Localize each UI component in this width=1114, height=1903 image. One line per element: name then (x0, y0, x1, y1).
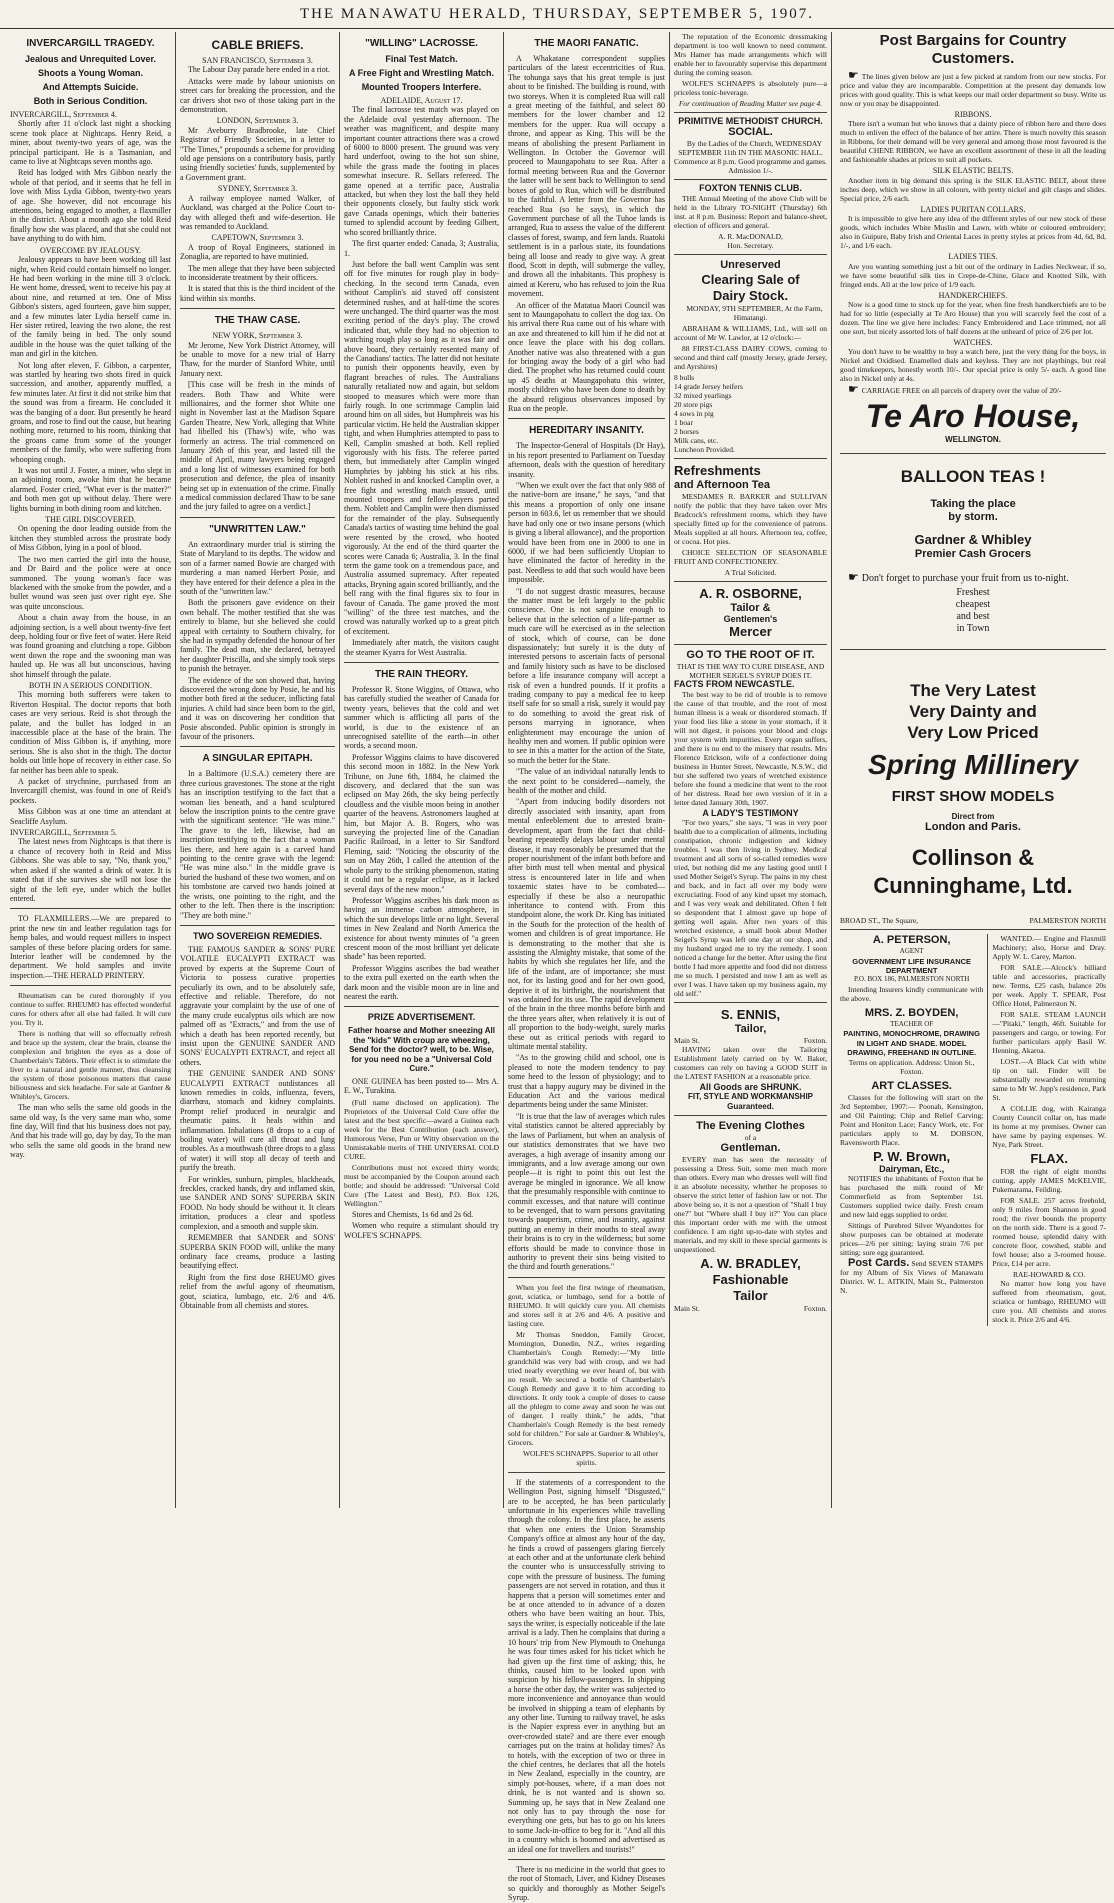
paragraph: On opening the door leading outside from the kitchen they stumbled across the prostrate body of Miss Gibbon, lying in a pool of blood. (10, 524, 171, 553)
post-bargains-text (840, 68, 1106, 108)
divider (10, 985, 171, 986)
bradley-address (674, 1304, 827, 1313)
divider (508, 1472, 665, 1473)
paragraph: Professor Wiggins ascribes the bad weather to the extra pull exerted on the earth when the dark moon and the visible moon are in line and nearest the earth. (344, 963, 499, 1001)
paragraph: "Apart from inducing bodily disorders not directly associated with insanity, apart from mental enfeeblement due to arrested brain-development, apart from the fact that child-bearing repeatedly delays labour under mental disease, it may reasonably be presumed that the proper nourishment of the infant both before and after birth must tell when mental and physical stress is encountered later in life and when toxaemic states have to be combated—especially if these be also a neuropathic inheritance to contend with. From this standpoint alone, the work Dr. King has initiated in the South for the protection of the health of women and children is of great importance. He is demonstrating to the mother that she is assisting the Almighty mistake, that some of the habits by which she regulates her life, and the life of the infant, are of importance; she must not, for its lasting good and for her own good, deprive it of its birthright, the nourishment that was ordained for its use. The rapid development of the brain in the three months before birth and the three years after, when relatively it is out of all proportion to the body-weight, surely marks these out as critical periods with regard to ultimate mental stability. (508, 797, 665, 1052)
subheadline: A Free Fight and Wrestling Match. (348, 68, 494, 78)
paragraph: A troop of Royal Engineers, stationed in Zonaglia, are reported to have mutinied. (180, 242, 335, 262)
paragraph: A packet of strychnine, purchased from an Invercargill chemist, was found in one of Reid's pockets. (10, 777, 171, 805)
refresh-heading: Refreshments (674, 462, 761, 478)
paragraph: (Full name disclosed on application). The Proprietors of the Universal Cold Cure offer the latest and the best specific—award a Guinea each week for the Best Contribution (each answer), Humorous Verse, Pun or Witty observation on the Unmistakable merits of THE UNIVERSAL COLD CURE. (344, 1097, 499, 1161)
columns (6, 32, 1110, 1903)
tennis-signature: A. R. MacDONALD, (718, 231, 783, 241)
brown-text: NOTIFIES the inhabitants of Foxton that he has purchased the milk round of Mr Commerfield as from September 1st. Customers supplied twice daily. Fresh cream and new laid eggs supplied to order. (840, 1173, 984, 1219)
subheadline: Final Test Match. (385, 54, 458, 64)
column-3 (340, 32, 504, 1508)
paragraph: An officer of the Matatua Maori Council was sent to Maungapohatu to collect the dog tax. On his arrival there Rua came out of his whare with an axe and threatened to kill him if he did not at once leave the place with his dog collars. Another native was also threatened with a gun for bringing away the body of a girl who had died. The prophet who has returned could count up 45 deaths at Maungapohatu this winter, mostly children who have been done to death by the absurd religious observances imposed by Rua on the people. (508, 300, 665, 414)
paragraph: The first quarter ended: Canada, 3; Australia, 1. (344, 239, 499, 258)
sale-item: 4 sows in pig (674, 408, 714, 418)
headline-hereditary-insanity: HEREDITARY INSANITY. (529, 425, 644, 437)
spring-millinery-heading: Spring Millinery (867, 748, 1079, 780)
verse: The man who sells the same old goods in the same old way, Is the very same man who, some fine day, Will find that his business does not pay, And that his trade will go, day by day, To the man who sells the same old goods in the brand new way. (10, 1103, 171, 1160)
pointing-hand-icon: ☛ (848, 382, 859, 397)
silk-text: Another item in big demand this spring is the SILK ELASTIC BELT, about three inches deep, which we show in all colours, with pretty nickel and gilt clasps and slides. Special price, 2/6 each. (840, 175, 1106, 203)
post-bargains-text-body: The lines given below are just a few picked at random from our new stocks. For price and value they are incomparable. Competition at the present day demands low prices with good quality. This is what keeps our mail order department so busy. Write us now or you may be disappointed. (840, 72, 1106, 108)
fresh-item: cheapest (955, 598, 991, 610)
postcards-heading: Post Cards. (848, 1256, 910, 1269)
osborne-line: Mercer (729, 624, 772, 640)
boyden-name: MRS. Z. BOYDEN, (864, 1006, 959, 1019)
peterson-line: P.O. BOX 186, PALMERSTON NORTH (854, 975, 970, 984)
dateline: NEW YORK, September 3. (212, 331, 303, 341)
flax-heading: FLAX. (1030, 1151, 1068, 1167)
headline-prize-advertisement: PRIZE ADVERTISEMENT. (367, 1012, 476, 1023)
tennis-text: THE Annual Meeting of the above Club will be held in the Library TO-NIGHT (Thursday) 6th inst. at 8 p.m. Business: Report and balance-sheet, election of officers and general. (674, 193, 827, 230)
paragraph: THE FAMOUS SANDER & SONS' PURE VOLATILE EUCALYPTI EXTRACT was proved by experts at the Supreme Court of Victoria to possess curative properties peculiarly its own, and to be absolutely safe, effective and reliable. Therefore, do not aggravate your complaint by the use of one of the many crude eucalyptus oils which are now palmed off as "Extracts," and from the use of which a death has been reported recently, but insist upon the GENUINE SANDER AND SONS' EUCALYPTI EXTRACT, and reject all others. (180, 944, 335, 1067)
boyden-line: PAINTING, MONOCHROME, DRAWING IN LIGHT AND SHADE. MODEL DRAWING, FREEHAND IN OUTLINE. (843, 1029, 980, 1058)
very-low-heading: Very Low Priced (907, 722, 1039, 742)
carriage-text (840, 382, 1106, 397)
sale-text: ABRAHAM & WILLIAMS, Ltd., will sell on account of Mr W. Lawlor, at 12 o'clock:— (674, 323, 827, 342)
paragraph: The two men carried the girl into the house, and Dr Baird and the police were at once summoned. The young woman's face was blackened with the smoke from the powder, and a bullet wound was seen just over right eye. She was quite unconscious. (10, 554, 171, 611)
ennis-text: All Goods are SHRUNK. (699, 1082, 802, 1093)
paragraph: Shortly after 11 o'clock last night a shocking scene took place at Nightcaps. Henry Reid, a miner, about twenty-two years of age, was the principal participant. He is a Tasmanian, and came to live at Nightcaps seven months ago. (10, 119, 171, 167)
ennis-address (674, 1036, 827, 1045)
paragraph: [This case will be fresh in the minds of readers. Both Thaw and White were millionaires, and the former shot White one night in November last at the Madison Square Garden Theatre, New York, alleging that White had libelled his (Thaw's) wife, who was formerly an actress. The trial commenced on January 26th of this year, and lasted till the middle of April, many lawyers being engaged and a long list of witnesses examined for both prosecution and defence, the plea of insanity being set up in extenuation of the crime. Finally a medical commission declared Thaw to be sane and the jury failed to agree on a verdict.] (180, 380, 335, 512)
column-5 (670, 32, 832, 1508)
root-sub: THAT IS THE WAY TO CURE DISEASE, AND MOTHER SEIGEL'S SYRUP DOES IT. (676, 662, 825, 681)
bradley-line: Tailor (733, 1288, 768, 1304)
bradley-line: Fashionable (712, 1272, 789, 1288)
silk-heading: SILK ELASTIC BELTS. (932, 166, 1014, 176)
testimony-text: "For two years," she says, "I was in very poor health due to a complication of ailments, including constipation, chronic indigestion and kidney troubles. I was then living in Sydney. Medical treatment and all sorts of so-called remedies were tried, but nothing did me any lasting good until I used Mother Seigel's Syrup. The pains in my chest and back, and in fact all over my body were excruciating. Food of any kind upset my stomach, and I was very weak and debilitated. Often I felt so despondent that I almost gave up hope of getting well again. After two years of this wretched existence, a small book about Mother Seigel's Syrup was left one day at our shop, and my husband urged me to try the remedy. I soon noticed a change for the better. After using the first bottle I had more appetite and food did not distress me so much. I persisted and now I am as well as ever I was. I have taken up my business again, my old self." (674, 818, 827, 999)
post-bargains-heading: Post Bargains for Country Customers. (879, 32, 1067, 67)
column-2 (176, 32, 340, 1508)
headline-maori-fanatic: THE MAORI FANATIC. (534, 38, 639, 49)
sale-heading: Clearing Sale of (701, 271, 800, 287)
brown-line: Dairyman, Etc., (879, 1163, 945, 1174)
paragraph: About a chain away from the house, in an adjoining section, is a well about twenty-five feet deep, holding four or five feet of water. Here Reid was found groaning and clutching a rope. Gibbon went down the rope and the swooning man was hauled up. He was all but unconscious, having shot himself through the palate. (10, 613, 171, 679)
notice: Rheumatism can be cured thoroughly if you continue to suffer. RHEUMO has effected wonderful cures for others after all else had failed. It will cure you. Try it. (10, 991, 171, 1028)
paragraph: Immediately after match, the visitors caught the steamer Kyarra for West Australia. (344, 638, 499, 657)
ennis-name: S. ENNIS, (720, 1007, 781, 1023)
boyden-text: Terms on application. Address: Union St., Foxton. (848, 1057, 975, 1076)
paragraph: Just before the ball went Camplin was sent off for five minutes for rough play in body-checking. In the second term Canada, even without Camplin's aid staved off consistent determined rushes, and at half-time the scores were unchanged. The third quarter was the most exciting period of the day's play. The crowd indicated that, while they had no objection to watching rough play so long as it was fair and above board, they certainly resented many of the Canadians' tactics. The latter did not hesitate to punish their opponents heavily, even by flagrant breaches of rules. The Australians naturally retaliated now and again, but seldom stooped to measures which were more than fairly rough. In one scrimmage Camplin laid around him on all sides, but Humphreis was his particular victim. He held the Australian skipper tight, and when Humphries attempted to pass to Kell, Camplin smashed at both. Kell replied vigorously with his fists. The referee parted them, but immediately after Camplin winged Humphries by jabbing his stick at his ribs. Noblett rushed in and knocked Camplin over, a free fight and wrestling match ensued, until mounted troopers and fellow-players parted them. Noblett and Camplin were then dismissed for the remainder of the play. Subsequently Canada's tactics of wasting time behind the goal were resented by the crowd, who hooted vigorously. At the end of the third quarter the scores were Canada 6; Australia, 3. In the final term the game took on a tremendous pace, and Australia assumed supremacy. After repeated attacks, Bryning again scored brilliantly, and the bell rang with the final figures six to four in favour of Canada. The game proved the most "willing" of the three test matches, and the crowd was naturally worked up to a great pitch of excitement. (344, 259, 499, 636)
peterson-name: A. PETERSON, (872, 934, 951, 947)
paragraph: When you feel the first twinge of rheumatism, gout, sciatica, or lumbago, send for a bottle of RHEUMO. It will quickly cure you. All chemists and stores sell it at 2/6 and 4/6. A positive and lasting cure. (508, 1282, 665, 1328)
ennis-town: Foxton. (803, 1036, 827, 1046)
ennis-line: Tailor, (734, 1023, 767, 1036)
church-heading: PRIMITIVE METHODIST CHURCH. (678, 116, 823, 126)
divider (344, 1006, 499, 1007)
paragraph: It is stated that this is the third incident of the kind within six months. (180, 284, 335, 303)
headline-unwritten-law: "UNWRITTEN LAW." (209, 523, 306, 535)
paragraph: Mr Jerome, New York District Attorney, will be unable to move for a new trial of Harry Thaw, for the murder of Stanford White, until January next. (180, 340, 335, 378)
divider (180, 517, 335, 518)
paragraph: Not long after eleven, F. Gibbon, a carpenter, was startled by hearing two shots fired in quick succession, and another, apparently muffled, a few minutes later. At first it did not strike him that the sound was from a firearm. He concluded it was the banging of a door. But presently he heard groans, and rose to find out the cause, but hearing nothing more, returned to his room, thinking that the groans came from some of the younger members of the family, who were suffering from whooping cough. (10, 360, 171, 464)
wellington-label: WELLINGTON. (945, 435, 1001, 445)
sale-item: 2 horses (674, 426, 699, 436)
paragraph: "As to the growing child and school, one is pleased to note the modern tendency to pay some heed to the lesson of physiology; and to trust that a happy augury may be divined in the Education Act and the various medical departments being under the same Minister. (508, 1053, 665, 1110)
paragraph: WOLFE'S SCHNAPPS. Superior to all other spirits. (522, 1448, 659, 1467)
bradley-street: Main St. (674, 1304, 700, 1314)
collinson-town: PALMERSTON NORTH (1029, 916, 1106, 926)
bradley-town: Foxton. (803, 1304, 827, 1314)
small-ads-left (840, 934, 988, 1326)
puritan-heading: LADIES PURITAN COLLARS. (920, 204, 1026, 214)
direct-from: Direct from (951, 811, 995, 821)
paragraph: Miss Gibbon was at one time an attendant at Seacliffe Asylum. (10, 807, 171, 826)
small-ads-right (992, 934, 1106, 1326)
subheadline: Mounted Troopers Interfere. (361, 82, 482, 92)
bradley-name: A. W. BRADLEY, (700, 1256, 801, 1272)
divider (508, 1859, 665, 1860)
ties-text: Are you wanting something just a bit out of the ordinary in Ladies Neckwear, if so, we have some beautiful silk ties in Crepe-de-Chine, Glace and Knotted Silk, with fringed ends. All at the low price of 1/9 each. (840, 261, 1106, 289)
peterson-text: Intending Insurers kindly communicate with the above. (840, 984, 984, 1003)
subheadline: Shoots a Young Woman. (37, 68, 143, 78)
osborne-name: A. R. OSBORNE, (699, 585, 802, 601)
paragraph: "When we exult over the fact that only 988 of the native-born are insane," he says, "and that this means a proportion of only one insane person in 603.6, let us remember that we should have had only one or two insane persons (which is giving a liberal allowance), and the proportion would have been from one in 2000 to one in 6000, if we had been sufficiently Utopian to have eliminated the factor of heredity in the past. Needless to add that such would have been impossible. (508, 481, 665, 585)
dateline: SYDNEY, September 3. (217, 184, 298, 194)
wanted-ad: WANTED.— Engine and Flaxmill Machinery; also, Horse and Dray. Apply W. L. Carey, Marton. (992, 934, 1106, 962)
osborne-line: Gentlemen's (723, 613, 778, 624)
section-heading: OVERCOME BY JEALOUSY. (39, 245, 142, 255)
paragraph: The Labour Day parade here ended in a riot. (188, 65, 330, 75)
divider (180, 925, 335, 926)
paragraph: This morning both sufferers were taken to Riverton Hospital. The doctor reports that both cases are very serious. Reid is shot through the palate, and the bullet has lodged in an inaccessible place at the base of the brain. The condition of Miss Gibbon is, if anything, more serious. She is also shot in the thigh. The doctor holds out little hope of recovery in either case. So far neither has been able to speak. (10, 690, 171, 775)
paragraph: Jealousy appears to have been working till last night, when Reid could contain himself no longer. He had been working in the mine till 3 o'clock. He went home, dressed, went to receive his pay at about nine, and returned at ten. One of Miss Gibbon's sisters, aged fourteen, gave him supper, and a few minutes later Lydia herself came in. Her sister retired, leaving the two alone, the rest of the family being in bed. The only sound audible in the house was the quiet talking of the man and girl in the kitchen. (10, 255, 171, 359)
sale-date: MONDAY, 9TH SEPTEMBER, At the Farm, Himatangi. (686, 303, 823, 322)
sale-heading: Dairy Stock. (712, 287, 789, 303)
taking-line: by storm. (948, 510, 998, 523)
paragraph: Mr Aveburry Bradbrooke, late Chief Registrar of Friendly Societies, in a letter to "The Times," propounds a scheme for providing old age pensions on a contributory basis, partly using friendly societies' funds, supplemented by a Government grant. (180, 125, 335, 182)
fresh-list (840, 587, 1106, 635)
testimony-heading: A LADY'S TESTIMONY (702, 807, 799, 818)
flax-text: FOR the right of eight months cutting, apply JAMES McKELVIE, Pukemarama, Feilding. (992, 1167, 1106, 1195)
headline-cable-briefs: CABLE BRIEFS. (211, 38, 304, 52)
paragraph: "It is true that the law of averages which rules vital statistics cannot be altered appreciably by the laws of Parliament, but when an analysis of our statistics demonstrates that we have two averages, a high average of insanity among our immigrants, and a low average among our own people—it is right to point this out lest the average be mingled in ignorance. We all know that the presumably responsible with continue to commit excesses, and that nature will continue to be revenged, that to warn persons gravitating towards pauperism, crime, and insanity, against putting an enemy in their mouths to steal away their brains is to cry in the wilderness; but some efforts should be made to convince those in authority to prevent their sins being visited to the third and fourth generations." (508, 1111, 665, 1272)
small-ads-area (840, 929, 1106, 1326)
paragraph: Right from the first dose RHEUMO gives relief from the awful agony of rheumatism, gout, sciatica, lumbago, etc. 2/6 and 4/6. Obtainable from all chemists and stores. (180, 1272, 335, 1310)
very-latest-heading: The Very Latest (910, 680, 1036, 700)
sale-item: 14 grade Jersey heifers (674, 381, 743, 391)
notice: TO FLAXMILLERS.—We are prepared to print the new tin and leather regulation tags for hemp bales, and would request millers to inspect samples of these before placing orders for same. Interior leather will be condemned by the department. We hold samples and invite inspection.—THE HERALD PRINTERY. (10, 914, 171, 980)
boyden-line: TEACHER OF (890, 1019, 934, 1028)
masthead: THE MANAWATU HERALD, THURSDAY, SEPTEMBER 5, 1907. (0, 6, 1114, 29)
paragraph: Contributions must not exceed thirty words; must be accompanied by the Coupon around each bottle; and should be addressed: "Universal Cold Cure (The Latest and Best), P.O. Box 126, Wellington." (344, 1162, 499, 1208)
paragraph: Mr Thomas Sneddon, Family Grocer, Mornington, Dunedin, N.Z., writes regarding Chamberlain's Cough Remedy:—"My little grandchild was very bad with croup, and we had tried nearly everything we ever heard of, but with no result. We secured a bottle of Chamberlain's Cough Remedy and gave it to him according to directions. It only took a couple of doses to cause all the phlegm to come away and soon he was out of danger. I really think," he adds, "that Chamberlain's Cough Remedy is the best remedy sold for children." For sale at Gardner & Whibley's, Grocers. (508, 1329, 665, 1447)
paragraph: Reid has lodged with Mrs Gibbon nearly the whole of that period, and it seems that he fell in love with Miss Lydia Gibbon, twenty-two years of age. She however, did not encourage his attentions, being engaged to another, a flaxmiller in the district. About a month ago she told Reid finally how she was placed, and that she could not have anything to do with him. (10, 168, 171, 244)
dateline: ADELAIDE, August 17. (380, 96, 463, 105)
postcards-text: Send SEVEN STAMPS for my Album of Six Views of Manawatu District. W. L. AITKIN, Main St., Palmerston N. (840, 1258, 984, 1295)
fruit-text-body: Don't forget to purchase your fruit from us to-night. (861, 572, 1069, 584)
section-heading: THE GIRL DISCOVERED. (45, 515, 136, 525)
rae-howard: RAE-HOWARD & CO. (1013, 1270, 1086, 1280)
fresh-item: in Town (956, 622, 990, 634)
divider (508, 1277, 665, 1278)
sale-item: 20 store pigs (674, 399, 713, 409)
column-4 (504, 32, 670, 1903)
facts-heading: FACTS FROM NEWCASTLE. (674, 679, 795, 690)
rheumo-ad: No matter how long you have suffered from rheumatism, gout, sciatica or lumbago, RHEUMO will cure you. All chemists and stores stock it. Price 2/6 and 4/6. (992, 1279, 1106, 1325)
very-dainty-heading: Very Dainty and (909, 701, 1037, 721)
collinson-name: Cunninghame, Ltd. (873, 873, 1073, 899)
column-6 (832, 32, 1110, 1508)
puritan-text: It is impossible to give here any idea of the different styles of our new stock of these goods, which includes White Muslin and Lawn, with white or coloured embroidery; also in Guipure, Baby Irish and Oriental Laces in pretty styles at prices from 4d, 6d, 8d, 1/-, and 1/6 each. (840, 214, 1106, 251)
collie-ad: A COLLIE dog, with Kairanga County Council collar on, has made its home at my premises. Owner can have same by paying expenses. W. Nye, Park Street. (992, 1104, 1106, 1150)
sale-item: 8 bulls (674, 372, 695, 382)
paragraph: The evidence of the son showed that, having discovered the wrong done by Posie, he and his mother both fired at the seducer, inflicting fatal injuries. A child had since been born to the girl, and it was on discovering her condition that Posie absconded. Public opinion is strongly in favour of the prisoners. (180, 675, 335, 741)
column-1 (6, 32, 176, 1508)
paragraph: Women who require a stimulant should try WOLFE'S SCHNAPPS. (344, 1221, 499, 1240)
paragraph: For wrinkles, sunburn, pimples, blackheads, freckles, cracked hands, dry and inflamed skin, use SANDER AND SONS' SUPERBA SKIN FOOD. No body should be without it. It clears irritation, produces a clear and spotless complexion, and a smooth and supple skin. (180, 1174, 335, 1231)
ribbons-text: There isn't a woman but who knows that a dainty piece of ribbon here and there does much to enliven the effect of the balance of her attire. There is much novelty this season in Ribbons, for their demand will be very general and among those most favoured is the beautiful CHENE RIBBON, we have an excellent assortment of these in all the leading and fashionable shades at prices to suit all pockets. (840, 119, 1106, 165)
subheadline: Both in Serious Condition. (33, 96, 148, 106)
watches-text: You don't have to be wealthy to buy a watch here, just the very thing for the boys, in Nickel and Oxidised. Enamelled dials and keyless. They are not playthings, but real good timekeepers, honestly worth 10/-. Our special price is only 5/- each. A good line also in Nickel only at 4s. (840, 347, 1106, 384)
handkerchiefs-heading: HANDKERCHIEFS. (938, 290, 1008, 300)
ennis-text: FIT, STYLE AND WORKMANSHIP Guaranteed. (687, 1092, 814, 1111)
root-heading: GO TO THE ROOT OF IT. (686, 649, 815, 662)
watches-heading: WATCHES. (953, 338, 993, 348)
fresh-item: Freshest (956, 586, 990, 598)
art-classes-text: Classes for the following will start on the 3rd September, 1907:— Poonah, Kensington, and Oil Painting; Chip and Relief Carving; Point and Honiton Lace; Fancy Work, etc. For particulars apply to M. DOBSON, Ravensworth Place. (840, 1092, 984, 1147)
carriage-text-body: CARRIAGE FREE on all parcels of drapery over the value of 20/- (861, 386, 1062, 396)
paragraph: THE GENUINE SANDER AND SONS' EUCALYPTI EXTRACT outdistances all known remedies in colds, influenza, fevers, diarrhœa, stomach and kidney complaints. Prompt relief produced in neuralgic and rheumatic pains. It heals within and inflammation. Inhalations (8 drops to a cup of boiling water) will cure all throat and lung troubles. As a mouthwash (three drops to a glass of water) it will stop all decay of teeth and purify the breath. (180, 1069, 335, 1173)
paragraph: The final lacrosse test match was played on the Adelaide oval yesterday afternoon. The weather was magnificent, and despite many important counter attractions there was a crowd of 6000 to 8000 present. The ground was very hard underfoot, owing to the hot sun shine, while the grass made the footing in places somewhat insecure. R. Sellars refereed. The game opened at a terrific pace, Australia attacked, but when they lost the ball they held their opponents closely, but faulty stick work gave Canada openings, which their batteries turned to splendid account by feeding Gilbert, who scored brilliantly thrice. (344, 105, 499, 237)
paragraph: A Whakatane correspondent supplies particulars of the latest eccentricities of Rua. The tohunga says that his great temple is just about to be finished. The building is round, with two storeys. When it is completed Rua will call a great meeting of the faithful, and select 80 members for the lower chamber and 12 members for the upper. Rua will occupy a throne, and appear as King. This will be the means of abolishing the present Parliament in Wellington. In October the Governor will proceed to Maungapohatu to see Rua. After a formal meeting between Rua and the Governor the latter will be sent back to Wellington to send boxes of gold to Rua, which will be distributed to the faithful. A letter from the Governor has reached Rua (so he says), in which the Government purchase of all the Tuhoe lands is arranged, Rua to assess the value of the different classes of forest, swamp, and fern lands. Ruatoki settlement is in a parlous state, its foundations being all loose and ready to give way. A great flood, Scott in depth, will submerge the valley, and drown all the inhabitants. This prophesy is aimed at Kereru, who has refused to join the Rua movement. (508, 54, 665, 299)
subheadline: And Attempts Suicide. (42, 82, 139, 92)
ties-heading: LADIES TIES. (948, 252, 998, 262)
divider (180, 746, 335, 747)
ennis-street: Main St. (674, 1036, 700, 1046)
subheadline: Jealous and Unrequited Lover. (24, 54, 157, 64)
divider (344, 662, 499, 663)
evening-heading: of a (744, 1133, 757, 1143)
paragraph: "I do not suggest drastic measures, because the matter must be left largely to the public conscience. One is not sanguine enough to believe that in the selection of a life-partner as much care will be exercised as in the selection of stock, which of course, can be done dispassionately; but surely it is the duty of interested persons to ascertain facts of personal and family history such as have to be disclosed before a life insurance company will accept a risk of even a hundred pounds. If it profits a trading company to pay a medical fee to keep itself safe for so small a risk, surely it would pay to do something to avoid the great risk of persons marrying in ignorance, when enlightenment may encourage the union of healthy men and women. If public opinion were to see in this a matter for the action of the State, so much the better for the State. (508, 586, 665, 765)
pointing-hand-icon: ☛ (848, 68, 859, 82)
refresh-text: CHOICE SELECTION OF SEASONABLE FRUIT AND CONFECTIONERY. (674, 547, 827, 566)
refresh-heading: and Afternoon Tea (674, 478, 770, 491)
dateline: CAPETOWN, September 3. (211, 233, 304, 243)
headline-willing-lacrosse: "WILLING" LACROSSE. (365, 38, 478, 49)
section-heading: BOTH IN A SERIOUS CONDITION. (29, 680, 152, 690)
peterson-line: AGENT (899, 947, 924, 956)
refresh-text: A Trial Solicited. (724, 567, 777, 577)
dateline: LONDON, September 3. (216, 116, 299, 126)
sale-item: 32 mixed yearlings (674, 390, 732, 400)
divider (180, 308, 335, 309)
postcards-ad (840, 1256, 984, 1295)
paragraph: Professor Wiggins ascribes his dark moon as having an immense carbon atmosphere, in which the sun develops little or no light. Several times in New Zealand and North America the existence for about twenty minutes of "a green crescent moon of the most brilliant yet delicate shade" has been reported. (344, 895, 499, 962)
gardner-whibley-line: Premier Cash Grocers (914, 547, 1032, 560)
paragraph: Stores and Chemists, 1s 6d and 2s 6d. (352, 1209, 474, 1219)
paragraph: Both the prisoners gave evidence on their own behalf. The mother testified that she was entirely to blame, but she believed she could appeal with certainty to Southern chivalry, for she had in sympathy defended the honour of her family. The dead man, she declared, betrayed her daughter Priscilla, and she simply took steps to punish the betrayer. (180, 598, 335, 674)
paragraph: In a Baltimore (U.S.A.) cemetery there are three curious gravestones. The stone at the right has an inscription testifying to the fact that a woman lies beneath, and a hand sculptured below the inscription points to the centre grave with the significant sentence: "He was mine." The grave to the left, likewise, had an inscription testifying to the fact that a woman lies there, and here again is a carved hand pointing to the centre grave with the legend: "He was mine also." In the middle grave is buried the husband of these two women, and on his tombstone are carved two hands joined at the wrists, one pointing to the right, and the other to the left. Then there is the inscription: "They are both mine." (180, 769, 335, 920)
pointing-hand-icon: ☛ (848, 569, 859, 584)
paragraph: REMEMBER that SANDER and SONS' SUPERBA SKIN FOOD will, unlike the many ordinary face creams, produce a lasting beautifying effect. (180, 1233, 335, 1271)
sale-text: 88 FIRST-CLASS DAIRY COWS, coming to second and third calf (mostly Jersey, grade Jersey, and Ayrshires) (674, 343, 827, 371)
paragraph: If the statements of a correspondent to the Wellington Post, signing himself "Disgusted," are to be accepted, he has been particularly unfortunate in his experiences while travelling through the colony. In the first place, he asserts that when one enters the Union Steamship Company's office at almost any hour of the day, he finds a crowd of passengers glaring fiercely at each other and at the unfortunate clerk behind the counter who is unsuccessfully striving to cope with the pressure of business. The fuming passengers are not served in rotation, and thus it happens that a person will sometimes enter and be at once attended to in advance of a dozen others who have been waiting an hour. This, says the writer, is especially noticeable if the late arrival is a lady. Then he complains that during a 10 hours' trip from New Plymouth to Onehunga he was four times asked for his ticket which he had given up the first time of asking; this, he thinks, caused him to be looked upon with suspicion by his fellow-passengers. In shipping a horse the other day, the writer was subjected to more inconvenience and annoyance than would be involved in shipping a team of elephants by any other line. Turning to railway travel, he asks is the Napier express ever in anything but an over-crowded state? and are there ever enough carriages put on the trains at holiday times? As to hotels, with the exception of two or three in the chief centres, he declares that all the hotels in New Zealand, especially in the country, are simply pot-houses, where, if a man does not drink, he is not wanted and is shown so. Summing up, he says that in New Zealand one not only has to pay through the nose for everything one gets, but has to go on his knees to some Jack-in-office to beg for it. "And all this in a country which is boomed and advertised as an ideal one for travellers and tourists!" (508, 1477, 665, 1854)
osborne-line: Tailor & (730, 601, 771, 614)
ennis-text: HAVING taken over the Tailoring Establishment lately carried on by W. Baker, customers can rely on having a GOOD SUIT in the LATEST FASHION at a reasonable price. (674, 1045, 827, 1082)
evening-heading: Gentleman. (720, 1142, 781, 1155)
fresh-item: and best (956, 610, 990, 622)
paragraph: The reputation of the Economic dressmaking department is too well known to need comment. Mrs Hamer has made arrangements which will enable her to favourably supervise this department during the coming season. (674, 32, 827, 77)
for-sale-ad: FOR SALE.—Alcock's billiard table and accessories, practically new. Terms, £25 cash, balance 20s per week. Apply T. SPEAR, Post Office Hotel, Palmerston N. (992, 963, 1106, 1009)
taking-line: Taking the place (930, 497, 1016, 510)
continuation-note: For continuation of Reading Matter see page 4. (678, 99, 823, 108)
prize-verse: Father hoarse and Mother sneezing All the "kids" With croup are wheezing, Send for the doctor? well, to be. Wise, for you need no be a "Universal Cold Cure." (348, 1026, 495, 1074)
dateline: INVERCARGILL, September 5. (10, 828, 117, 838)
paragraph: The Inspector-General of Hospitals (Dr Hay), in his report presented to Parliament on Tuesday afternoon, deals with the question of hereditary insanity. (508, 441, 665, 479)
london-paris: London and Paris. (925, 821, 1021, 834)
divider (10, 908, 171, 909)
paragraph: WOLFE'S SCHNAPPS is absolutely pure—a priceless tonic-beverage. (674, 79, 827, 97)
brown-name: P. W. Brown, (873, 1148, 951, 1164)
paragraph: It was not until J. Foster, a miner, who slept in an adjoining room, awoke him that he became alarmed. Foster cried, "What ever is the matter?" and both men got up without delay. There were lights burning in both dining room and kitchen. (10, 466, 171, 513)
headline-two-sovereign-remedies: TWO SOVEREIGN REMEDIES. (192, 930, 322, 941)
headline-invercargill-tragedy: INVERCARGILL TRAGEDY. (26, 38, 155, 49)
dateline: INVERCARGILL, September 4. (10, 110, 117, 119)
facts-text: The best way to be rid of trouble is to remove the cause of that trouble, and the root of most human illness is a weak or disordered stomach. If your food lies like a stone in your stomach, if it will not digest, it poisons your blood and clogs your system with impurities. Every organ suffers, and there is no end to the misery that results. Mrs Florence Erickson, wife of a confectioner doing business in Hunter Street, Newcastle, N.S.W., did but she suffered two years of wretched existence before she found a medicine that went to the root of her distress. Read her own version of it in a letter dated January 30th, 1907. (674, 689, 827, 807)
evening-heading: The Evening Clothes (696, 1120, 805, 1133)
sale-item: Luncheon Provided. (674, 444, 735, 454)
brown-text: Sittings of Purebred Silver Wyandottes for show purposes can be obtained at moderate prices—2/6 per sitting; laying strain 7/6 per sitting; sure egg guaranteed. (840, 1220, 984, 1257)
paragraph: "The value of an individual naturally lends to the next point to be considered—namely, the health of the mother and child. (508, 767, 665, 796)
sale-heading: Unreserved (720, 258, 781, 271)
refresh-text: MESDAMES R. BARKER and SULLIVAN notify the public that they have taken over Mrs Bradcock's refreshment rooms, which they have specially fitted up for the convenience of patrons. Meals supplied at all hours. Afternoon tea, coffee, or cocoa. Hot pies. (674, 491, 827, 546)
gardner-whibley-name: Gardner & Whibley (914, 531, 1032, 547)
paragraph: An extraordinary murder trial is stirring the State of Maryland to its depths. The widow and son of a farmer named Bowie are charged with murdering a man named Herbert Posie, and they have entered for their defence a plea in the south of the "unwritten law." (180, 539, 335, 596)
te-aro-house-logo: Te Aro House, (865, 398, 1081, 435)
collinson-name: Collinson & (911, 845, 1035, 871)
dateline: SAN FRANCISCO, September 3. (202, 56, 313, 65)
fruit-text (840, 571, 1106, 585)
paragraph: Attacks were made by labour unionists on street cars for breaking the procession, and the car drivers shot two of those taking part in the demonstration. (180, 76, 335, 115)
collinson-address (840, 916, 1106, 925)
handkerchiefs-text: Now is a good time to stock up for the year, when fine fresh handkerchiefs are to be had for so little (especially at Te Aro House) that you will scarcely feel the cost of a dozen. The line we give here includes: Fancy Embroidered and Lace trimmed, not all one sort, but nicely assorted lots of half dozens at the unheard of price of 2/6 per lot. (840, 300, 1106, 337)
paragraph: Professor Wiggins claims to have discovered this second moon in 1882. In the New York Tribune, on June 6th, 1884, he claimed the discovery, and declared that the sun was eclipsed on May 26th, the sky being perfectly cloudless and the visible moon being in another quarter of the heavens. Astronomers laughed at him, but Major A. B. Rogers, who was surveying the projected line of the Canadian Pacific Railroad, in a letter to Sir Sandford Fleming, said: "Noticing the obscurity of the sun on May 26th, I called the attention of the whole party to the striking phenomenon, stating it could not be a regular eclipse, as it lacked several days of the new moon." (344, 752, 499, 894)
social-heading: SOCIAL. (728, 126, 773, 139)
sale-list (674, 373, 827, 454)
paragraph: There is no medicine in the world that goes to the root of Stomach, Liver, and Kidney Diseases so quickly and thoroughly as Mother Seigel's Syrup. (508, 1865, 665, 1903)
paragraph: The latest news from Nightcaps is that there is a chance of recovery both in Reid and Miss Gibbons. She was able to say, "No, thank you," when asked if she wanted a drink of water. It is stated that if she survives she will not lose the sight of the left eye, under which the bullet entered. (10, 837, 171, 903)
headline-rain-theory: THE RAIN THEORY. (375, 668, 468, 680)
notice: There is nothing that will so effectually refresh and brace up the system, clear the brain, cleanse the complexion and brighten the eyes as a dose of Chamberlain's Tablets. Their effect is to stimulate the liver to a natural and gentle manner, thus cleansing the system of those poisonous matters that cause biliousness and sick headache. For sale at Gardner & Whibley's, Grocers. (10, 1029, 171, 1102)
headline-thaw-case: THE THAW CASE. (214, 315, 301, 327)
art-classes-heading: ART CLASSES. (871, 1079, 952, 1092)
headline-singular-epitaph: A SINGULAR EPITAPH. (202, 753, 313, 765)
ribbons-heading: RIBBONS. (954, 110, 992, 119)
collinson-street: BROAD ST., The Square, (840, 916, 919, 926)
tennis-signature: Hon. Secretary. (727, 240, 774, 250)
paragraph: The men allege that they have been subjected to inconsiderate treatment by their officers. (180, 263, 335, 282)
peterson-line: GOVERNMENT LIFE INSURANCE DEPARTMENT (852, 956, 972, 976)
for-sale-ad: FOR SALE. STEAM LAUNCH—"Pitaki," length, 46ft. Suitable for passengers and cargo, or towing. For further particulars apply Basil W. Henning, Akaroa. (992, 1010, 1106, 1056)
divider (508, 418, 665, 419)
paragraph: ONE GUINEA has been posted to— Mrs A. E. W., Turakina. (344, 1076, 499, 1096)
for-sale-ad: FOR SALE. 257 acres freehold, only 9 miles from Shannon in good rood; the river bounds the property on the north side. There is a good 7-roomed house, splendid dairy with concrete floor, cowshed, stable and fowl house; also a 3-roomed house. Price, £14 per acre. (992, 1196, 1106, 1269)
first-show-models: FIRST SHOW MODELS (891, 787, 1055, 805)
tennis-heading: FOXTON TENNIS CLUB. (699, 183, 802, 194)
paragraph: Professor R. Stone Wiggins, of Ottawa, who has carefully studied the weather of Canada for twenty years, believes that the cold and wet summer which is afflicting all parts of the world, is due to the existence of an unrecognised satellite of the earth—in other words, a second moon. (344, 684, 499, 751)
social-text: By the Ladies of the Church, WEDNESDAY SEPTEMBER 11th IN THE MASONIC HALL. Commence at 8 p.m. Good programme and games. Admission 1/-. (674, 139, 827, 176)
balloon-teas-heading: BALLOON TEAS ! (900, 466, 1046, 486)
evening-text: EVERY man has seen the necessity of possessing a Dress Suit, some men much more than others. Every man who dresses well will find it an absolute necessity, whether he proposes to observe the strict letter of fashion law or not. The above being so, it is not a question of "Shall I buy one?" but "Where shall I buy it?" You can place this important order with me with the utmost confidence. I am right up-to-date with styles and materials, and my skill in these special garments is unquestioned. (674, 1155, 827, 1255)
paragraph: A railway employee named Walker, of Auckland, was charged at the Police Court to-day with alleged theft and wife-desertion. He was remanded to Auckland. (180, 193, 335, 231)
lost-ad: LOST.—A Black Cat with white tip on tail. Finder will be substantially rewarded on returning same to Mr W. Jupp's residence, Park St. (992, 1057, 1106, 1103)
sale-item: Milk cans, etc. (674, 435, 719, 445)
sale-item: 1 boar (674, 417, 693, 427)
